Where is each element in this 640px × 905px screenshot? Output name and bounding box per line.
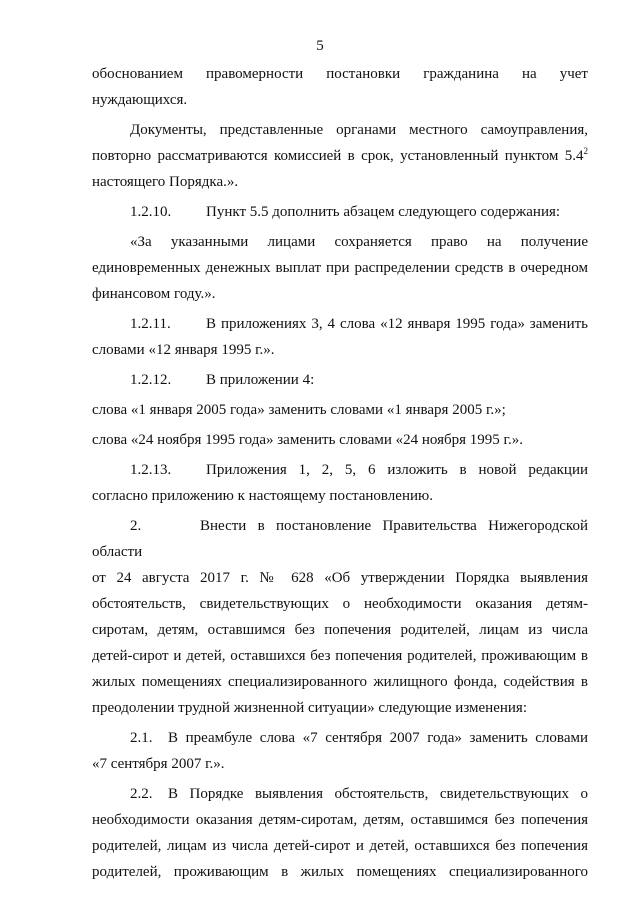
numbered-item	[92, 513, 588, 565]
item-text: В преамбуле слова «7 сентября 2007 года» заменить словами	[168, 730, 588, 746]
item-text: Пункт 5.5 дополнить абзацем следующего содержания:	[206, 204, 561, 220]
numbered-item	[92, 367, 588, 393]
numbered-item	[92, 781, 588, 807]
paragraph-line: жилых помещениях специализированного жилищного фонда, содействия в	[92, 674, 588, 690]
paragraph-line: «7 сентября 2007 г.».	[92, 756, 225, 772]
paragraph-line: преодолении трудной жизненной ситуации» следующие изменения:	[92, 700, 527, 716]
paragraph-line: детей-сирот и детей, оставшихся без попечения родителей, проживающим в	[92, 648, 588, 664]
paragraph-line: настоящего Порядка.».	[92, 174, 239, 190]
paragraph-line: необходимости оказания детям-сиротам, детям, оставшимся без попечения	[92, 812, 588, 828]
item-number: 2.	[130, 518, 142, 534]
paragraph-line: слова «24 ноября 1995 года» заменить словами «24 ноября 1995 г.».	[92, 432, 524, 448]
paragraph-line: родителей, проживающим в жилых помещениях специализированного	[92, 864, 588, 880]
item-number: 1.2.10.	[130, 204, 172, 220]
item-text: Приложения 1, 2, 5, 6 изложить в новой редакции	[206, 462, 588, 478]
paragraph-line	[92, 143, 588, 169]
item-number: 2.1.	[130, 730, 153, 746]
page-number: 5	[316, 38, 324, 54]
paragraph-line: сиротам, детям, оставшимся без попечения родителей, лицам из числа	[92, 622, 588, 638]
item-text: Внести в постановление Правительства Нижегородской области	[92, 518, 588, 560]
paragraph-line: единовременных денежных выплат при распределении средств в очередном	[92, 260, 588, 276]
numbered-item	[92, 725, 588, 751]
paragraph-line: Документы, представленные органами местного самоуправления,	[130, 122, 588, 138]
numbered-item	[92, 199, 588, 225]
numbered-item	[92, 311, 588, 337]
item-text: В приложении 4:	[206, 372, 315, 388]
item-number: 2.2.	[130, 786, 153, 802]
text-span: повторно рассматриваются комиссией в срок, установленный пунктом 5.4	[92, 148, 584, 164]
footnote-superscript: 2	[583, 146, 588, 156]
item-text: В Порядке выявления обстоятельств, свидетельствующих о	[168, 786, 588, 802]
paragraph-line: финансовом году.».	[92, 286, 216, 302]
item-number: 1.2.11.	[130, 316, 171, 332]
paragraph-line: родителей, лицам из числа детей-сирот и детей, оставшихся без попечения	[92, 838, 588, 854]
paragraph-line: обоснованием правомерности постановки гражданина на учет	[92, 66, 588, 82]
paragraph-line: согласно приложению к настоящему постановлению.	[92, 488, 433, 504]
paragraph-line: «За указанными лицами сохраняется право на получение	[130, 234, 588, 250]
item-text: В приложениях 3, 4 слова «12 января 1995 года» заменить	[206, 316, 588, 332]
numbered-item	[92, 457, 588, 483]
paragraph-line: обстоятельств, свидетельствующих о необходимости оказания детям-	[92, 596, 588, 612]
paragraph-line: от 24 августа 2017 г. № 628 «Об утверждении Порядка выявления	[92, 570, 588, 586]
paragraph-line: словами «12 января 1995 г.».	[92, 342, 275, 358]
item-number: 1.2.13.	[130, 462, 172, 478]
paragraph-line: слова «1 января 2005 года» заменить словами «1 января 2005 г.»;	[92, 402, 506, 418]
paragraph-line: нуждающихся.	[92, 92, 188, 108]
item-number: 1.2.12.	[130, 372, 172, 388]
document-body	[92, 61, 588, 885]
